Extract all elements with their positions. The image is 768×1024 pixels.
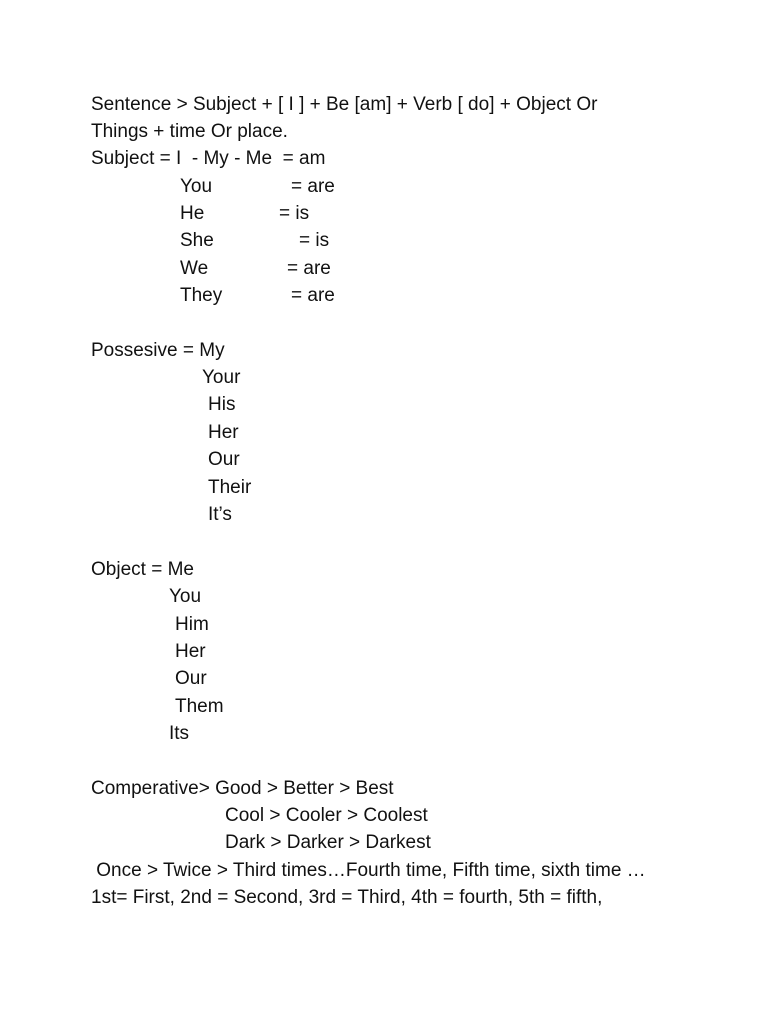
object-item: Its [169, 723, 190, 744]
possessive-item: Our [208, 449, 240, 470]
comparative-heading: Comperative> Good > Better > Best [91, 778, 394, 799]
ordinals-line: 1st= First, 2nd = Second, 3rd = Third, 4th = fourth, 5th = fifth, [91, 887, 603, 908]
object-item: Him [175, 614, 209, 635]
subject-pronoun-you: You [180, 176, 213, 197]
sentence-line-1: Sentence > Subject + [ I ] + Be [am] + Verb [ do] + Object Or [91, 94, 598, 115]
object-item: Them [175, 696, 224, 717]
subject-heading: Subject = I - My - Me = am [91, 148, 326, 169]
object-heading: Object = Me [91, 559, 194, 580]
subject-pronoun-we: We [180, 258, 209, 279]
comparative-item: Dark > Darker > Darkest [225, 832, 431, 853]
object-item: Our [175, 668, 207, 689]
subject-be-he: = is [279, 203, 310, 224]
possessive-item: Your [202, 367, 241, 388]
subject-pronoun-they: They [180, 285, 223, 306]
subject-be-she: = is [299, 230, 330, 251]
possessive-item: It’s [208, 504, 232, 525]
possessive-item: Their [208, 477, 252, 498]
subject-pronoun-he: He [180, 203, 205, 224]
object-item: Her [175, 641, 206, 662]
comparative-item: Cool > Cooler > Coolest [225, 805, 428, 826]
object-item: You [169, 586, 202, 607]
possessive-item: Her [208, 422, 239, 443]
times-line: Once > Twice > Third times…Fourth time, Fifth time, sixth time … [91, 860, 646, 881]
subject-be-they: = are [291, 285, 335, 306]
possessive-heading: Possesive = My [91, 340, 225, 361]
sentence-line-2: Things + time Or place. [91, 121, 288, 142]
subject-be-you: = are [291, 176, 335, 197]
subject-be-we: = are [287, 258, 331, 279]
subject-pronoun-she: She [180, 230, 214, 251]
possessive-item: His [208, 394, 236, 415]
